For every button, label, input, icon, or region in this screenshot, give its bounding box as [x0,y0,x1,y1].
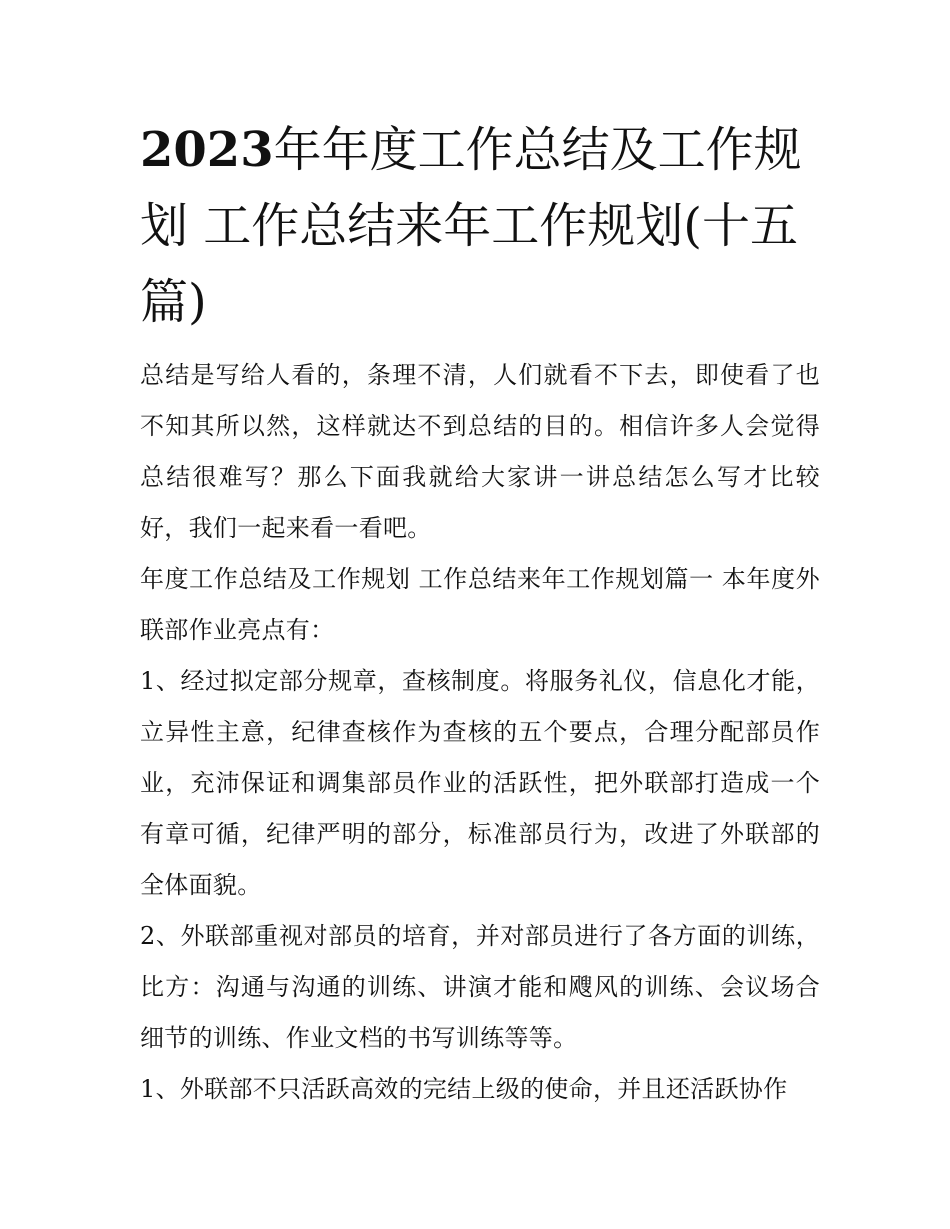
document-page [140,112,820,1115]
paragraph-section-heading: 年度工作总结及工作规划 工作总结来年工作规划篇一 本年度外联部作业亮点有： [140,565,820,644]
document-title: 2023年年度工作总结及工作规划 工作总结来年工作规划(十五篇) [140,122,802,330]
document-body [140,350,820,1115]
paragraph-point-1: 1、经过拟定部分规章，查核制度。将服务礼仪，信息化才能，立异性主意，纪律查核作为查核的五个要点，合理分配部员作业，充沛保证和调集部员作业的活跃性，把外联部打造成一个有章可循，纪律严明的部分，标准部员行为，改进了外联部的全体面貌。 [140,667,820,899]
paragraph-point-2: 2、外联部重视对部员的培育，并对部员进行了各方面的训练，比方：沟通与沟通的训练、讲演才能和飕风的训练、会议场合细节的训练、作业文档的书写训练等等。 [140,922,820,1052]
paragraph-point-1-second: 1、外联部不只活跃高效的完结上级的使命，并且还活跃协作 [140,1075,788,1103]
title-year: 2023 [140,122,274,178]
paragraph-intro: 总结是写给人看的，条理不清，人们就看不下去，即使看了也不知其所以然，这样就达不到总结的目的。相信许多人会觉得总结很难写？那么下面我就给大家讲一讲总结怎么写才比较好，我们一起来看一看吧。 [140,361,820,542]
